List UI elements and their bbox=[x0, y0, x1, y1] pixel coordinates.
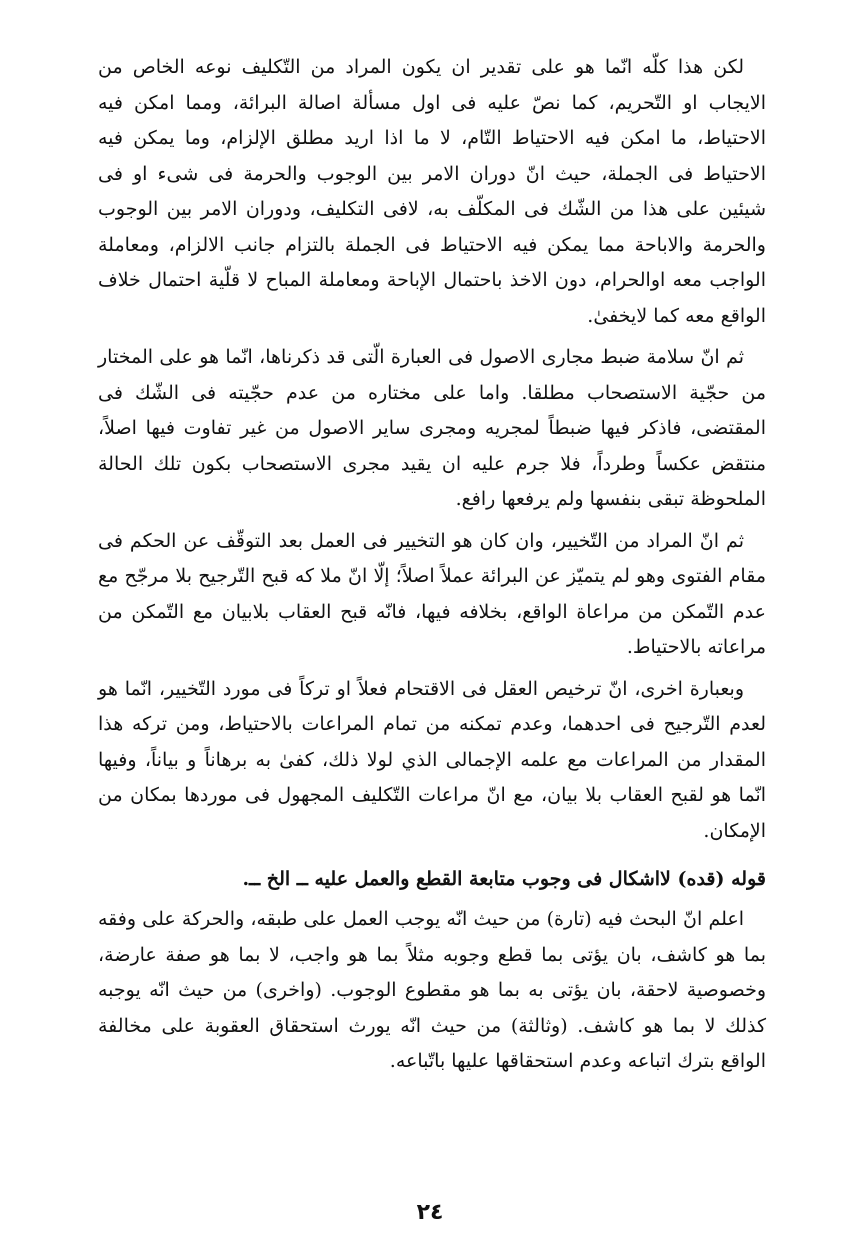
paragraph-3: ثم انّ المراد من التّخيير، وان كان هو التخيير فى العمل بعد التوقّف عن الحكم فى مقام الفتوى وهو لم يتميّز عن البرائة عملاً اصلاً؛ إلّا انّ ملا كه قبح التّرجيح بلا مرجّح مع عدم التّمكن من مراعاة الواقع، بخلافه فيها، فانّه قبح العقاب بلابيان مع التّمكن من مراعاته بالاحتياط. bbox=[98, 529, 766, 658]
page-number: ٢٤ bbox=[416, 1200, 444, 1225]
section-heading: قوله (قده) لااشكال فى وجوب متابعة القطع والعمل عليه ــ الخ ــ. bbox=[242, 868, 766, 890]
section-paragraph: اعلم انّ البحث فيه (تارة) من حيث انّه يوجب العمل على طبقه، والحركة على وفقه بما هو كاشف، بان يؤتى بما قطع وجوبه مثلاً بما هو واجب، لا بما هو صفة عارضة، وخصوصية لاحقة، بان يؤتى به بما هو مقطوع الوجوب. (واخرى) من حيث انّه يوجبه كذلك لا بما هو كاشف. (وثالثة) من حيث انّه يورث استحقاق العقوبة على مخالفة الواقع بترك اتباعه وعدم استحقاقها عليها باتّباعه. bbox=[98, 908, 767, 1072]
paragraph-1: لكن هذا كلّه انّما هو على تقدير ان يكون المراد من التّكليف نوعه الخاص من الايجاب او التّحريم، كما نصّ عليه فى اول مسألة اصالة البرائة، ومما امكن فيه الاحتياط، ما امكن فيه الاحتياط التّام، لا ما اذا اريد مطلق الإلزام، وما يمكن فيه الاحتياط فى الجملة، حيث انّ دوران الامر بين الوجوب والحرمة فى شىء او فى شيئين على هذا من الشّك فى المكلّف به، لافى التكليف، ودوران الامر بين الوجوب والحرمة والاباحة مما يمكن فيه الاحتياط فى الجملة بالتزام جانب الالزام، ومعاملة الواجب معه اوالحرام، دون الاخذ باحتمال الإباحة ومعاملة المباح لا قلّية احتمال خلاف الواقع معه كما لايخفىٰ. bbox=[98, 56, 766, 327]
paragraph-4: وبعبارة اخرى، انّ ترخيص العقل فى الاقتحام فعلاً او تركاً فى مورد التّخيير، انّما هو لعدم التّرجيح فى احدهما، وعدم تمكنه من تمام المراعات بالاحتياط، ومن تركه هذا المقدار من المراعات مع علمه الإجمالى الذي لولا ذلك، كفىٰ به برهاناً و بياناً، وفيها انّما هو لقبح العقاب بلا بيان، مع انّ مراعات التّكليف المجهول فى موردها بمكان من الإمكان. bbox=[98, 677, 766, 842]
main-text-block bbox=[98, 50, 766, 855]
section-text-block bbox=[98, 902, 766, 1080]
paragraph-2: ثم انّ سلامة ضبط مجارى الاصول فى العبارة الّتى قد ذكرناها، انّما هو على المختار من حجّية الاستصحاب مطلقا. واما على مختاره من عدم حجّيته فى الشّك فى المقتضى، فاذكر فيها ضبطاً لمجريه ومجرى ساير الاصول من غير تفاوت فيها اصلاً، منتقض عكساً وطرداً، فلا جرم عليه ان يقيد مجرى الاستصحاب بكون تلك الحالة الملحوظة تبقى بنفسها ولم يرفعها رافع. bbox=[98, 346, 766, 510]
